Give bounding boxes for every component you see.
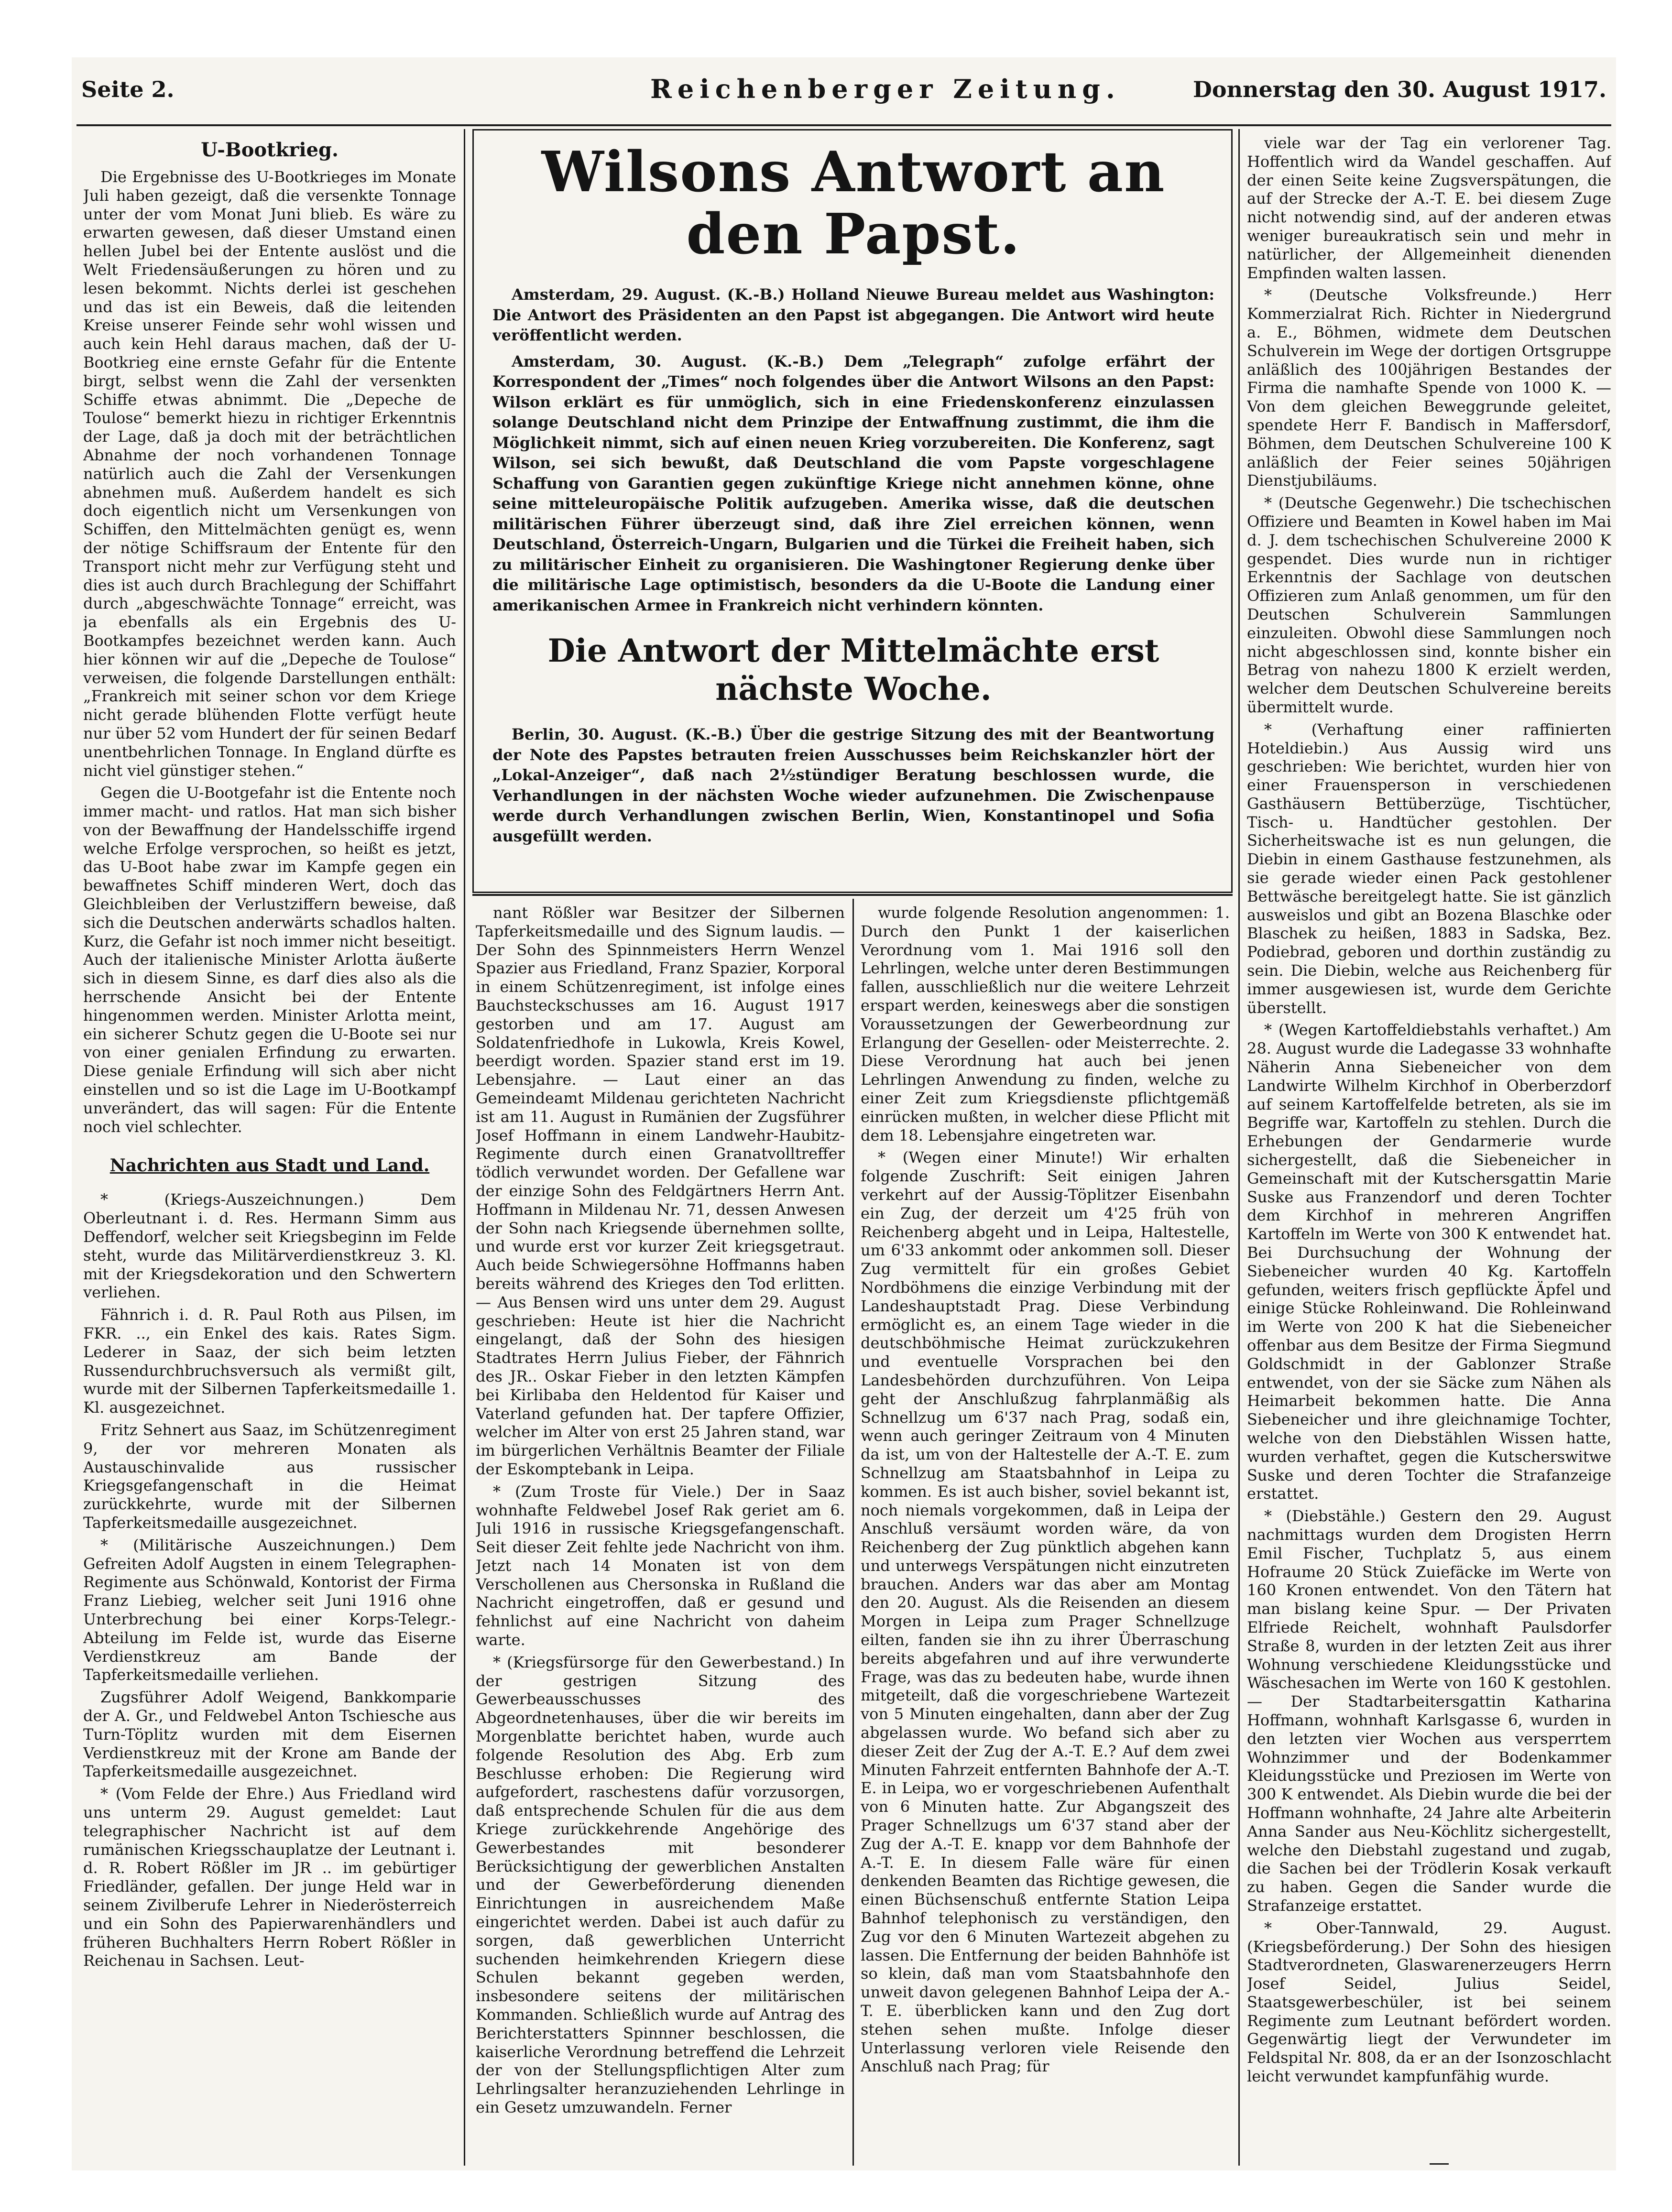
column-divider-1 (464, 129, 465, 2166)
column-divider-3 (852, 899, 854, 2166)
newspaper-page (72, 57, 1616, 2170)
news-item: * (Deutsche Gegenwehr.) Die tschechischen Offiziere und Beamten in Kowel haben im Mai d. J. dem tschechischen Schulvereine 2000 K gespendet. Dies wurde nun in richtiger Erkenntnis der Sachlage von deutschen Offizieren zum Anlaß genommen, um für den Deutschen Schulverein Sammlungen einzuleiten. Obwohl diese Sammlungen noch nicht abgeschlossen sind, konnte bisher ein Betrag von nahezu 1800 K erzielt werden, welcher dem Deutschen Schulvereine bereits übermittelt wurde. (1247, 494, 1611, 716)
page-number: Seite 2. (81, 76, 175, 102)
headline: Wilsons Antwort an den Papst. (541, 140, 1166, 267)
news-item: * (Militärische Auszeichnungen.) Dem Gefreiten Adolf Augsten in einem Telegraphen-Regimente aus Schönwald, Kontorist der Firma Franz Liebieg, welcher seit Juni 1916 ohne Unterbrechung bei einer Korps-Telegr.-Abteilung im Felde ist, wurde das Eiserne Verdienstkreuz am Bande der Tapferkeitsmedaille verliehen. (83, 1536, 456, 1684)
news-item: viele war der Tag ein verlorener Tag. Hoffentlich wird da Wandel geschaffen. Auf der einen Seite keine Zugsverspätungen, die auf der Strecke der A.-T. E. bei diesem Zuge nicht notwendig sind, auf der anderen etwas weniger bureaukratisch sein und mehr in natürlicher, der Allgemeinheit dienenden Empfinden walten lassen. (1247, 134, 1611, 282)
newspaper-title: Reichenberger Zeitung. (650, 74, 1121, 104)
header-rule (76, 124, 1611, 126)
column-3 (861, 904, 1230, 2166)
news-item: * (Zum Troste für Viele.) Der in Saaz wohnhafte Feldwebel Josef Rak geriet am 6. Juli 1916 in russische Kriegsgefangenschaft. Seit dieser Zeit fehlte jede Nachricht von ihm. Jetzt nach 14 Monaten ist von dem Verschollenen aus Chersonska in Rußland die Nachricht eingetroffen, daß er gesund und fehnlichst auf eine Nachricht von daheim warte. (476, 1482, 845, 1649)
end-mark-rule (1430, 2163, 1449, 2165)
issue-date: Donnerstag den 30. August 1917. (1193, 76, 1606, 102)
page-header (72, 67, 1616, 124)
news-item: Fähnrich i. d. R. Paul Roth aus Pilsen, im FKR. .., ein Enkel des kais. Rates Sigm. Lederer in Saaz, der sich beim letzten Russendurchbruchsversuch als vermißt gilt, wurde mit der Silbernen Tapferkeitsmedaille 1. Kl. ausgezeichnet. (83, 1306, 456, 1417)
article-title-u-bootkrieg: U-Bootkrieg. (201, 139, 339, 161)
article-paragraph: Gegen die U-Bootgefahr ist die Entente noch immer macht- und ratlos. Hat man sich bisher von der Bewaffnung der Handelsschiffe irgend welche Erfolge versprochen, so heißt es jetzt, das U-Boot habe zwar im Kampfe gegen ein bewaffnetes Schiff minderen Wert, doch das Gleichbleiben der Verlustziffern beweise, daß sich die Deutschen anderwärts schadlos halten. Kurz, die Gefahr ist noch immer nicht beseitigt. Auch der italienische Minister Arlotta äußerte sich in diesem Sinne, es darf dies also als die herrschende Ansicht bei der Entente hingenommen werden. Minister Arlotta meint, ein sicherer Schutz gegen die U-Boote sei nur von einer genialen Erfindung zu erwarten. Diese geniale Erfindung will sich aber nicht einstellen und so ist die Lage im U-Bootkampf unverändert, das will sagen: Für die Entente noch viel schlechter. (83, 784, 456, 1136)
news-item: * (Deutsche Volksfreunde.) Herr Kommerzialrat Rich. Richter in Niedergrund a. E., Böhmen, widmete dem Deutschen Schulverein im Wege der dortigen Ortsgruppe anläßlich des 100jährigen Bestandes der Firma die namhafte Spende von 1000 K. — Von dem gleichen Beweggrunde geleitet, spendete Herr F. Bandisch in Maffersdorf, Böhmen, dem Deutschen Schulvereine 100 K anläßlich der Feier seines 50jährigen Dienstjubiläums. (1247, 286, 1611, 490)
column-4 (1247, 134, 1611, 2166)
news-report: Amsterdam, 29. August. (K.-B.) Holland Nieuwe Bureau meldet aus Washington: Die Antwort des Präsidenten an den Papst ist abgegangen. Die Antwort wird heute veröffentlicht werden. (492, 285, 1214, 344)
lead-story (492, 136, 1214, 887)
news-item: * (Kriegsfürsorge für den Gewerbestand.) In der gestrigen Sitzung des Gewerbeausschusses des Abgeordnetenhauses, über die wir bereits im Morgenblatte berichtet haben, wurde auch folgende Resolution des Abg. Erb zum Beschlusse erhoben: Die Regierung wird aufgefordert, raschestens dafür vorzusorgen, daß entsprechende Schulen für die aus dem Kriege zurückkehrende Angehörige des Gewerbestandes mit besonderer Berücksichtigung der gewerblichen Anstalten und der Gewerbeförderung dienenden Einrichtungen in ausreichendem Maße eingerichtet werden. Dabei ist auch dafür zu sorgen, daß gewerblichen Unterricht suchenden heimkehrenden Kriegern diese Schulen bekannt gegeben werden, insbesondere seitens der militärischen Kommanden. Schließlich wurde auf Antrag des Berichterstatters Spinnner beschlossen, die kaiserliche Verordnung betreffend die Lehrzeit der von der Stellungspflichtigen Alter zum Lehrlingsalter heranzuziehenden Lehrlinge in ein Gesetz umzuwandeln. Ferner (476, 1653, 845, 2116)
news-item: * Ober-Tannwald, 29. August. (Kriegsbeförderung.) Der Sohn des hiesigen Stadtverordneten, Glaswarenerzeugers Herrn Josef Seidel, Julius Seidel, Staatsgewerbeschüler, ist bei seinem Regimente zum Leutnant befördert worden. Gegenwärtig liegt der Verwundeter im Feldspital Nr. 808, da er an der Isonzoschlacht leicht verwundet kampfunfähig wurde. (1247, 1918, 1611, 2086)
news-report: Amsterdam, 30. August. (K.-B.) Dem „Telegraph“ zufolge erfährt der Korrespondent der „Times“ noch folgendes über die Antwort Wilsons an den Papst: Wilson erklärt es für unmöglich, sich in eine Friedenskonferenz einzulassen solange Deutschland nicht dem Prinzipe der Entwaffnung zustimmt, die ihm die Möglichkeit nimmt, sich auf einen neuen Krieg vorzubereiten. Die Konferenz, sagt Wilson, sei sich bewußt, daß Deutschland die vom Papste vorgeschlagene Schaffung von Garantien gegen zukünftige Kriege nicht annehmen könne, ohne seine mitteleuropäische Politik aufzugeben. Amerika wisse, daß die deutschen militärischen Führer überzeugt sind, daß ihre Ziel erreichen können, wenn Deutschland, Österreich-Ungarn, Bulgarien und die Türkei die Freiheit haben, sich zu militärischer Einheit zu organisieren. Die Washingtoner Regierung denke über die militärische Lage optimistisch, besonders da die U-Boote die Landung einer amerikanischen Armee in Frankreich nicht verhindern könnten. (492, 352, 1214, 614)
column-divider-2 (1238, 129, 1240, 2166)
center-bottom-rule (472, 894, 1233, 896)
news-item: Zugsführer Adolf Weigend, Bankkomparie der A. Gr., und Feldwebel Anton Tschiesche aus Turn-Töplitz wurden mit dem Eisernen Verdienstkreuz mit der Krone am Bande der Tapferkeitsmedaille ausgezeichnet. (83, 1688, 456, 1781)
news-item: * (Wegen einer Minute!) Wir erhalten folgende Zuschrift: Seit einigen Jahren verkehrt auf der Aussig-Töplitzer Eisenbahn ein Zug, der derzeit um 4'25 früh von Reichenberg abgeht und in Leipa, Haltestelle, um 6'33 ankommt oder ankommen soll. Dieser Zug vermittelt für ein großes Gebiet Nordböhmens die einzige Verbindung mit der Landeshauptstadt Prag. Diese Verbindung ermöglicht es, an einem Tage wieder in die deutschböhmische Heimat zurückzukehren und eventuelle Vorsprachen bei den Landesbehörden durchzuführen. Von Leipa geht der Anschlußzug fahrplanmäßig als Schnellzug um 6'37 nach Prag, sodaß ein, wenn auch geringer Zeitraum von 4 Minuten da ist, um von der Haltestelle der A.-T. E. zum Schnellzug am Staatsbahnhof in Leipa zu kommen. Es ist auch bisher, soviel bekannt ist, noch niemals vorgekommen, daß in Leipa der Anschluß versäumt worden wäre, da von Reichenberg der Zug pünktlich abgehen kann und unterwegs Verspätungen nicht einzutreten brauchen. Anders war das aber am Montag den 20. August. Als die Reisenden an diesem Morgen in Leipa zum Prager Schnellzuge eilten, fanden sie ihn zu ihrer Überraschung bereits abgefahren und auf ihre verwunderte Frage, was das zu bedeuten habe, wurde ihnen mitgeteilt, daß die vorgeschriebene Wartezeit von 5 Minuten eingehalten, dann aber der Zug abgelassen wurde. Wo befand sich aber zu dieser Zeit der Zug der A.-T. E.? Auf dem zwei Minuten Fahrzeit entfernten Bahnhofe der A.-T. E. in Leipa, wo er vorgeschriebenen Aufenthalt von 6 Minuten hatte. Zur Abgangszeit des Prager Schnellzugs um 6'37 stand aber der Zug der A.-T. E. knapp vor dem Bahnhofe der A.-T. E. In diesem Falle wäre für einen denkenden Beamten das Richtige gewesen, die einen Büchsenschuß entfernte Station Leipa Bahnhof telephonisch zu verständigen, den Zug vor den 6 Minuten Wartezeit abgehen zu lassen. Die Entfernung der beiden Bahnhöfe ist so klein, daß man vom Staatsbahnhofe den unweit davon gelegenen Bahnhof Leipa der A.-T. E. überblicken kann und den Zug dort stehen sehen mußte. Infolge dieser Unterlassung verloren viele Reisende den Anschluß nach Prag; für (861, 1148, 1230, 2076)
news-item: * (Diebstähle.) Gestern den 29. August nachmittags wurden dem Drogisten Herrn Emil Fischer, Tuchplatz 5, aus einem Hofraume 20 Stück Zuiefäcke im Werte von 160 Kronen entwendet. Von den Tätern hat man bislang keine Spur. — Der Privaten Elfriede Reichelt, wohnhaft Paulsdorfer Straße 8, wurden in der letzten Zeit aus ihrer Wohnung verschiedene Kleidungsstücke und Wäschesachen im Werte von 160 K gestohlen. — Der Stadtarbeitersgattin Katharina Hoffmann, wohnhaft Karlsgasse 6, wurden in den letzten vier Wochen aus versperrtem Wohnzimmer und der Bodenkammer Kleidungsstücke und Preziosen im Werte von 300 K entwendet. Als Diebin wurde die bei der Hoffmann wohnhafte, 24 Jahre alte Arbeiterin Anna Sander aus Neu-Köchlitz sichergestellt, welche den Diebstahl zugestand und zugab, die Sachen bei der Trödlerin Kosak verkauft zu haben. Gegen die Sander wurde die Strafanzeige erstattet. (1247, 1507, 1611, 1915)
news-item: * (Wegen Kartoffeldiebstahls verhaftet.) Am 28. August wurde die Ladegasse 33 wohnhafte Näherin Anna Siebeneicher von dem Landwirte Wilhelm Kirchhof in Oberberzdorf auf seinem Kartoffelfelde betreten, als sie im Begriffe war, Kartoffeln zu stehlen. Durch die Erhebungen der Gendarmerie wurde sichergestellt, daß die Siebeneicher in Gemeinschaft mit der Kutschersgattin Marie Suske aus Franzendorf und deren Tochter dem Kirchhof in mehreren Angriffen Kartoffeln im Werte von 300 K entwendet hat. Bei Durchsuchung der Wohnung der Siebeneicher wurden 40 Kg. Kartoffeln gefunden, weiters frisch gepflückte Äpfel und einige Stücke Rohleinwand. Die Rohleinwand im Werte von 200 K hat die Siebeneicher offenbar aus dem Besitze der Firma Siegmund Goldschmidt in der Gablonzer Straße entwendet, von der sie Säcke zum Nähen als Heimarbeit bekommen hatte. Die Anna Siebeneicher und ihre gleichnamige Tochter, welche von den Diebstählen Wissen hatte, wurden verhaftet, gegen die Kutscherswitwe Suske und deren Tochter die Strafanzeige erstattet. (1247, 1021, 1611, 1503)
article-paragraph: Die Ergebnisse des U-Bootkrieges im Monate Juli haben gezeigt, daß die versenkte Tonnage unter der vom Monat Juni blieb. Es wäre zu erwarten gewesen, daß dieser Umstand einen hellen Jubel bei der Entente auslöst und die Welt Friedensäußerungen zu hören und zu lesen bekommt. Nichts derlei ist geschehen und das ist ein Beweis, daß die leitenden Kreise unserer Feinde sehr wohl wissen und auch kein Hehl daraus machen, daß der U-Bootkrieg eine ernste Gefahr für die Entente birgt, selbst wenn die Zahl der versenkten Schiffe etwas abnimmt. Die „Depeche de Toulose“ bemerkt hiezu in richtiger Erkenntnis der Lage, daß ja doch mit der beträchtlichen Abnahme der noch vorhandenen Tonnage natürlich auch die Zahl der Versenkungen abnehmen muß. Außerdem handelt es sich doch eigentlich nicht um Versenkungen von Schiffen, den Mittelmächten genügt es, wenn der nötige Schiffsraum der Entente für den Transport nicht mehr zur Verfügung steht und dies ist auch durch Brachlegung der Schiffahrt durch „abgeschwächte Tonnage“ erreicht, was ja ebenfalls als ein Ergebnis des U-Bootkampfes bezeichnet werden kann. Auch hier können wir auf die „Depeche de Toulose“ verweisen, die folgende Darstellungen enthält: „Frankreich mit seiner schon vor dem Kriege nicht gerade blühenden Flotte verfügt heute nur über 52 vom Hundert der für seinen Bedarf unentbehrlichen Tonnage. In England dürfte es nicht viel günstiger stehen.“ (83, 168, 456, 780)
news-report: Berlin, 30. August. (K.-B.) Über die gestrige Sitzung des mit der Beantwortung der Note des Papstes betrauten freien Ausschusses beim Reichskanzler hört der „Lokal-Anzeiger“, daß nach 2½stündiger Beratung beschlossen wurde, die Verhandlungen in der nächsten Woche wieder aufzunehmen. Die Zwischenpause werde durch Verhandlungen zwischen Berlin, Wien, Konstantinopel und Sofia ausgefüllt werden. (492, 725, 1214, 845)
news-item: * (Kriegs-Auszeichnungen.) Dem Oberleutnant i. d. Res. Hermann Simm aus Deffendorf, welcher seit Kriegsbeginn im Felde steht, wurde das Militärverdienstkreuz 3. Kl. mit der Kriegsdekoration und den Schwertern verliehen. (83, 1190, 456, 1302)
news-item: * (Vom Felde der Ehre.) Aus Friedland wird uns unterm 29. August gemeldet: Laut telegraphischer Nachricht ist auf dem rumänischen Kriegsschauplatze der Leutnant i. d. R. Robert Rößler im JR .. im gebürtiger Friedländer, gefallen. Der junge Held war in seinem Zivilberufe Lehrer in Niederösterreich und ein Sohn des Papierwarenhändlers und früheren Buchhalters Herrn Robert Rößler in Reichenau in Sachsen. Leut- (83, 1785, 456, 1970)
news-item: wurde folgende Resolution angenommen: 1. Durch den Punkt 1 der kaiserlichen Verordnung vom 1. Mai 1916 soll den Lehrlingen, welche unter deren Bestimmungen fallen, ausschließlich nur die weitere Lehrzeit erspart werden, keineswegs aber die sonstigen Voraussetzungen der Gewerbeordnung zur Erlangung der Gesellen- oder Meisterrechte. 2. Diese Verordnung hat auch bei jenen Lehrlingen Anwendung zu finden, welche zu einer Zeit zum Kriegsdienste pflichtgemäß einrücken mußten, in welcher diese Pflicht mit dem 18. Lebensjahre eingetreten war. (861, 904, 1230, 1144)
news-item: * (Verhaftung einer raffinierten Hoteldiebin.) Aus Aussig wird uns geschrieben: Wie berichtet, wurden hier von einer Frauensperson in verschiedenen Gasthäusern Bettüberzüge, Tischtücher, Tisch- u. Handtücher gestohlen. Der Sicherheitswache ist es nun gelungen, die Diebin in einem Gasthause festzunehmen, als sie gerade wieder einen Pack gestohlener Bettwäsche bereitgelegt hatte. Sie ist gänzlich ausweislos und gibt an Bozena Blaschke oder Blaschek zu heißen, 1883 in Sadska, Bez. Podiebrad, geboren und dorthin zuständig zu sein. Die Diebin, welche aus Reichenberg für immer ausgewiesen ist, wurde dem Gerichte überstellt. (1247, 720, 1611, 1017)
news-item: Fritz Sehnert aus Saaz, im Schützenregiment 9, der vor mehreren Monaten als Austauschinvalide aus russischer Kriegsgefangenschaft in die Heimat zurückkehrte, wurde mit der Silbernen Tapferkeitsmedaille ausgezeichnet. (83, 1421, 456, 1532)
column-2 (476, 904, 845, 2166)
section-title-local-news: Nachrichten aus Stadt und Land. (109, 1155, 430, 1176)
subheadline: Die Antwort der Mittelmächte erst nächste Woche. (547, 632, 1159, 708)
news-item: nant Rößler war Besitzer der Silbernen Tapferkeitsmedaille und des Signum laudis. — Der Sohn des Spinnmeisters Herrn Wenzel Spazier aus Friedland, Franz Spazier, Korporal in einem Schützenregiment, ist infolge eines Bauchsteckschusses am 16. August 1917 gestorben und am 17. August am Soldatenfriedhofe in Lukowla, Kreis Kowel, beerdigt worden. Spazier stand erst im 19. Lebensjahre. — Laut einer an das Gemeindeamt Mildenau gerichteten Nachricht ist am 11. August in Rumänien der Zugsführer Josef Hoffmann in einem Landwehr-Haubitz-Regimente durch einen Granatvolltreffer tödlich verwundet worden. Der Gefallene war der einzige Sohn des Feldgärtners Herrn Ant. Hoffmann in Mildenau Nr. 71, dessen Anwesen der Sohn nach Kriegsende übernehmen sollte, und wurde erst vor kurzer Zeit kriegsgetraut. Auch beide Schwiegersöhne Hoffmanns haben bereits während des Krieges den Tod erlitten. — Aus Bensen wird uns unter dem 29. August geschrieben: Heute ist hier die Nachricht eingelangt, daß der Sohn des hiesigen Stadtrates Herrn Julius Fieber, der Fähnrich des JR.. Oskar Fieber in den letzten Kämpfen bei Kirlibaba den Heldentod für Kaiser und Vaterland gefunden hat. Der tapfere Offizier, welcher im Alter von erst 25 Jahren stand, war im bürgerlichen Verhältnis Beamter der Filiale der Eskomptebank in Leipa. (476, 904, 845, 1478)
column-1 (83, 134, 456, 2166)
